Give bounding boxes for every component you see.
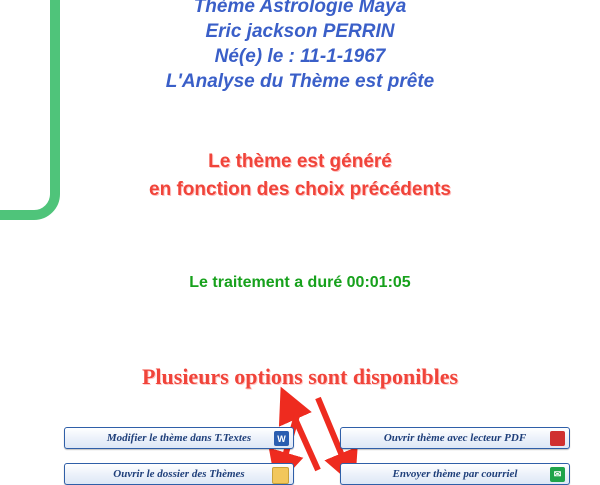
header-line-status: L'Analyse du Thème est prête: [165, 71, 435, 92]
generation-message: [0, 148, 600, 204]
pdf-icon: [550, 431, 565, 446]
open-themes-folder-label: Ouvrir le dossier des Thèmes: [113, 468, 245, 480]
generation-message-line2: en fonction des choix précédents: [149, 179, 451, 200]
mail-icon: ✉: [550, 467, 565, 482]
word-icon: W: [274, 431, 289, 446]
generation-message-line1: Le thème est généré: [208, 151, 392, 172]
open-theme-with-pdf-reader-button[interactable]: [340, 427, 570, 449]
open-themes-folder-button[interactable]: [64, 463, 294, 485]
send-theme-by-email-label: Envoyer thème par courriel: [392, 468, 518, 480]
open-theme-in-text-editor-label: Modifier le thème dans T.Textes: [106, 432, 252, 444]
folder-icon: [272, 467, 289, 484]
header-line-birthdate: Né(e) le : 11-1-1967: [214, 46, 386, 67]
send-theme-by-email-button[interactable]: [340, 463, 570, 485]
processing-duration: Le traitement a duré 00:01:05: [189, 274, 411, 291]
theme-header: [0, 0, 600, 94]
header-line-name: Eric jackson PERRIN: [205, 21, 395, 42]
header-line-title: Thème Astrologie Maya: [193, 0, 407, 17]
open-theme-in-text-editor-button[interactable]: [64, 427, 294, 449]
open-theme-with-pdf-reader-label: Ouvrir thème avec lecteur PDF: [383, 432, 527, 444]
options-title: Plusieurs options sont disponibles: [141, 364, 459, 389]
